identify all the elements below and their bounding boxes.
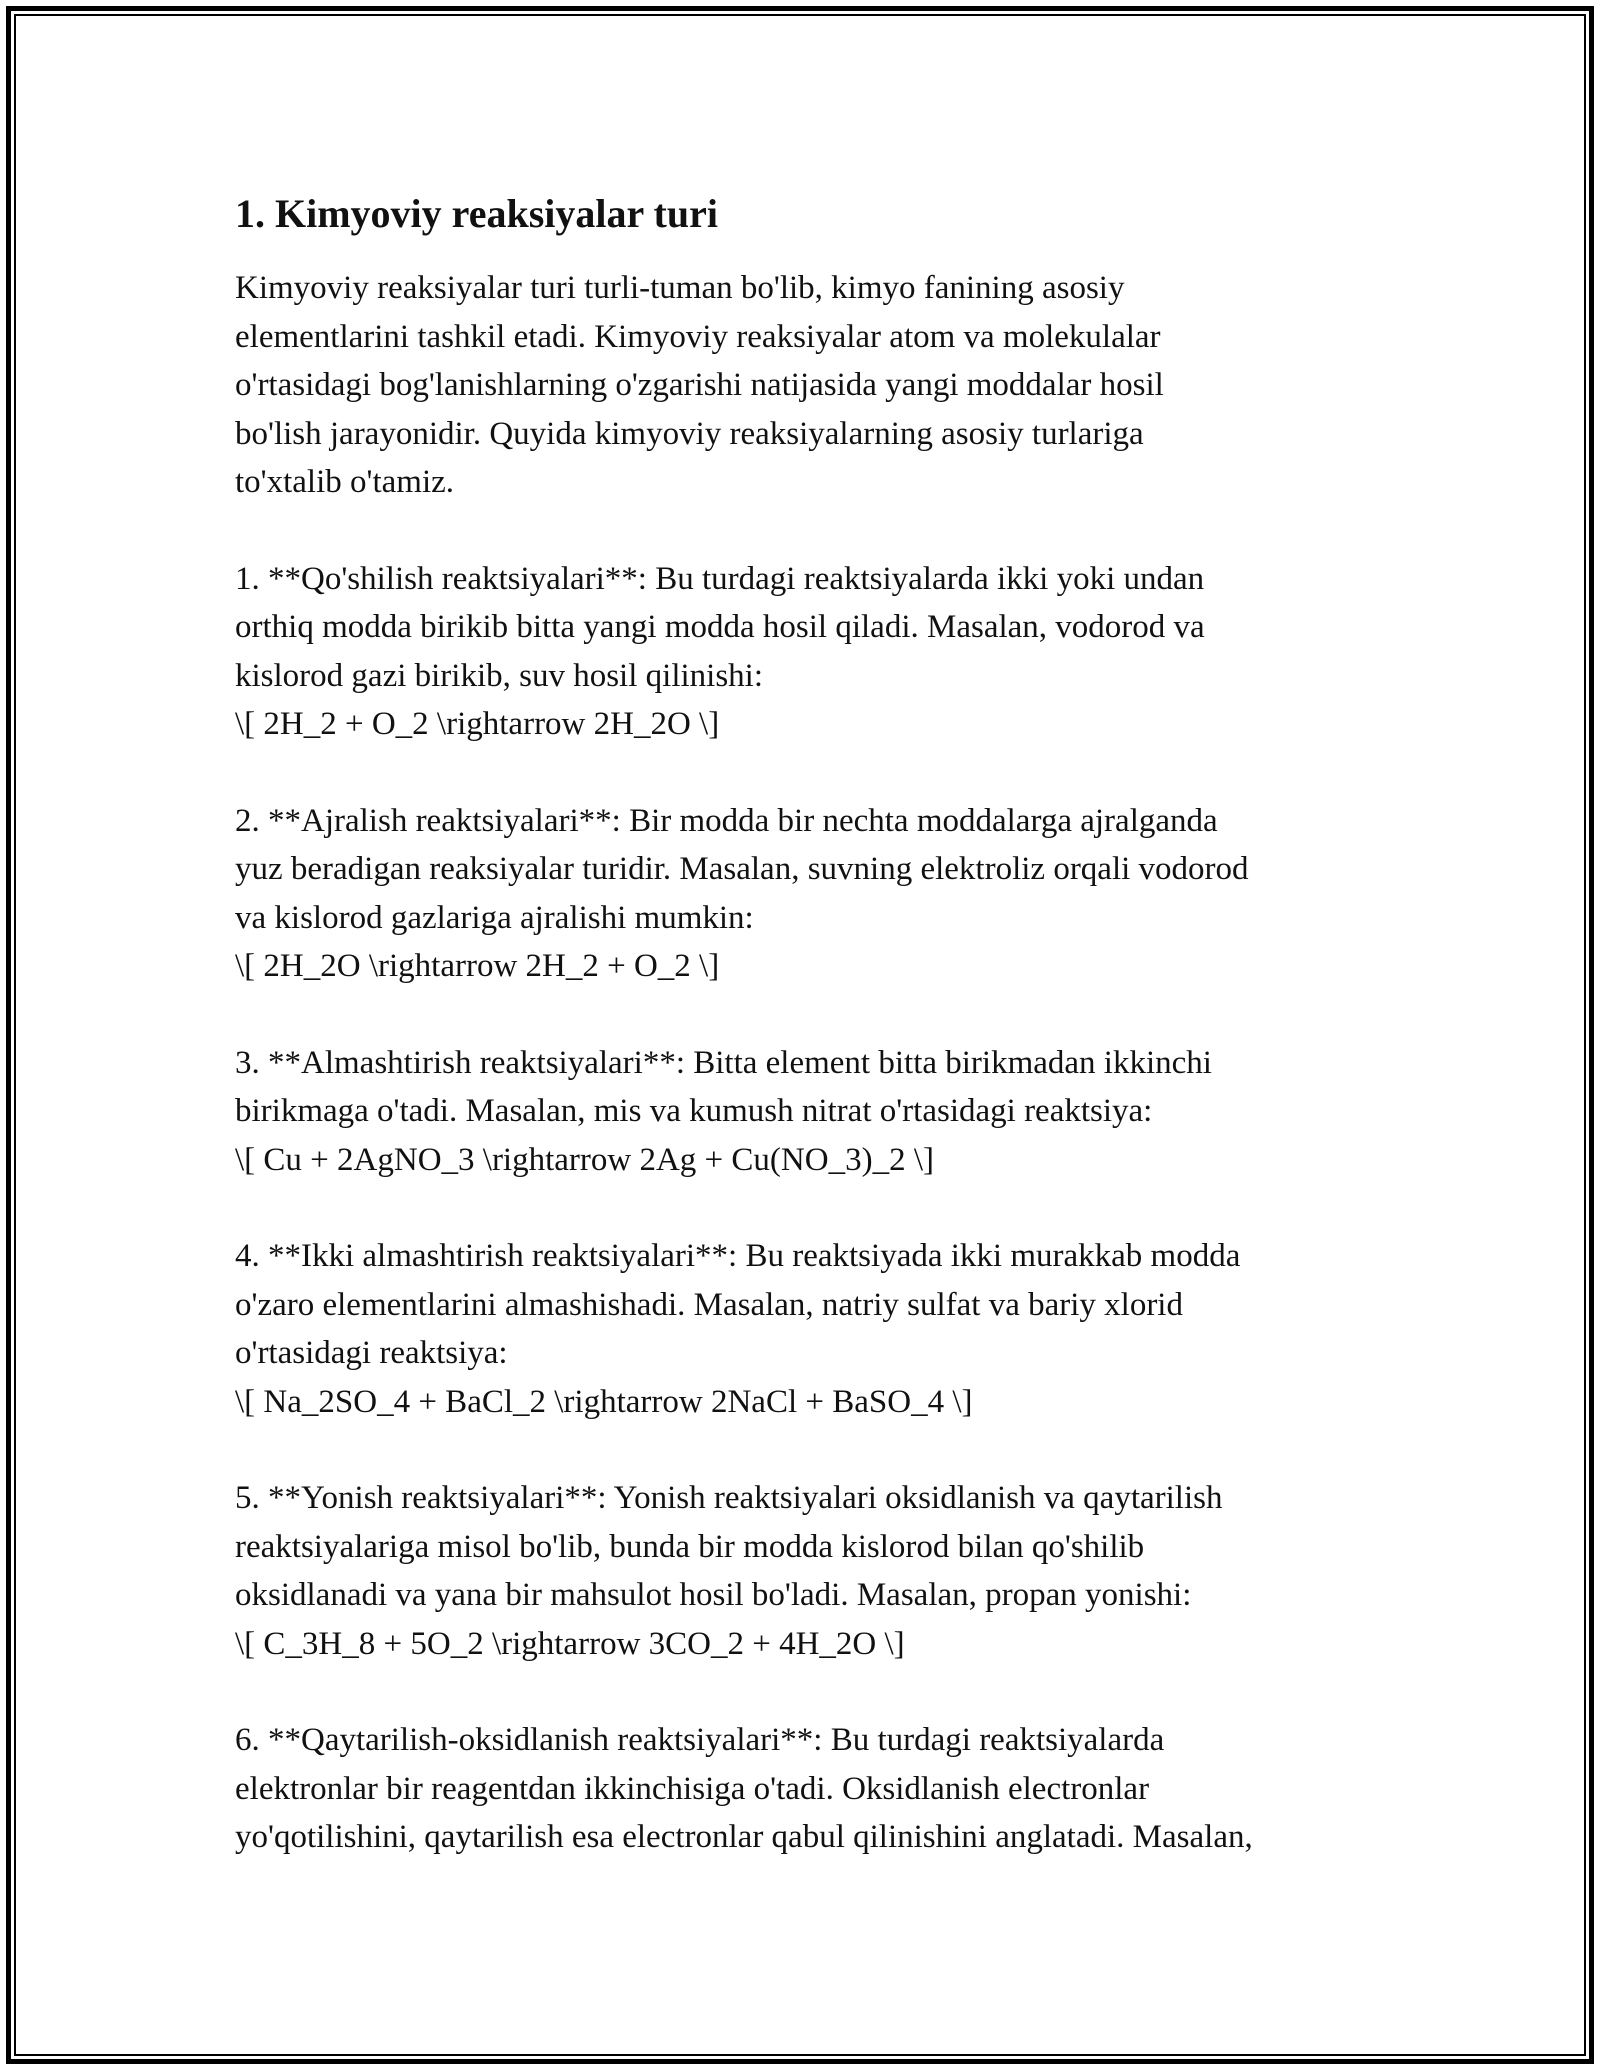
section-number: 1. bbox=[235, 191, 265, 236]
reaction-formula: \[ 2H_2O \rightarrow 2H_2 + O_2 \] bbox=[235, 948, 720, 984]
reaction-item-text: 6. **Qaytarilish-oksidlanish reaktsiyalari**: Bu turdagi reaktsiyalarda elektronlar bir reagentdan ikkinchisiga o'tadi. Oksidlanish electronlar yo'qotilishini, qaytarilish esa electronlar qabul qilinishini anglatadi. Masalan, bbox=[235, 1722, 1253, 1855]
intro-paragraph: Kimyoviy reaksiyalar turi turli-tuman bo'lib, kimyo fanining asosiy elementlarini tashkil etadi. Kimyoviy reaksiyalar atom va molekulalar o'rtasidagi bog'lanishlarning o'zgarishi natijasida yangi moddalar hosil bo'lish jarayonidir. Quyida kimyoviy reaksiyalarning asosiy turlariga to'xtalib o'tamiz. bbox=[235, 270, 1164, 500]
reaction-formula: \[ 2H_2 + O_2 \rightarrow 2H_2O \] bbox=[235, 706, 720, 742]
reaction-item-1 bbox=[235, 555, 1385, 749]
section-title: Kimyoviy reaksiyalar turi bbox=[275, 191, 718, 236]
document-body bbox=[235, 186, 1385, 1862]
reaction-item-text: 5. **Yonish reaktsiyalari**: Yonish reaktsiyalari oksidlanish va qaytarilish reaktsiyalariga misol bo'lib, bunda bir modda kislorod bilan qo'shilib oksidlanadi va yana bir mahsulot hosil bo'ladi. Masalan, propan yonishi: bbox=[235, 1480, 1223, 1613]
reaction-item-text: 3. **Almashtirish reaktsiyalari**: Bitta element bitta birikmadan ikkinchi birikmaga o'tadi. Masalan, mis va kumush nitrat o'rtasidagi reaktsiya: bbox=[235, 1044, 1212, 1129]
section-heading bbox=[235, 186, 1385, 242]
reaction-item-5 bbox=[235, 1474, 1385, 1668]
reaction-formula: \[ Na_2SO_4 + BaCl_2 \rightarrow 2NaCl + BaSO_4 \] bbox=[235, 1383, 973, 1420]
reaction-item-text: 4. **Ikki almashtirish reaktsiyalari**: Bu reaktsiyada ikki murakkab modda o'zaro elementlarini almashishadi. Masalan, natriy sulfat va bariy xlorid o'rtasidagi reaktsiya: bbox=[235, 1238, 1241, 1371]
reaction-item-4 bbox=[235, 1232, 1385, 1426]
reaction-formula: \[ C_3H_8 + 5O_2 \rightarrow 3CO_2 + 4H_2O \] bbox=[235, 1625, 905, 1662]
reaction-item-text: 2. **Ajralish reaktsiyalari**: Bir modda bir nechta moddalarga ajralganda yuz beradigan reaksiyalar turidir. Masalan, suvning elektroliz orqali vodorod va kislorod gazlariga ajralishi mumkin: bbox=[235, 802, 1249, 936]
reaction-item-3 bbox=[235, 1039, 1385, 1185]
reaction-item-2 bbox=[235, 797, 1385, 991]
reaction-item-text: 1. **Qo'shilish reaktsiyalari**: Bu turdagi reaktsiyalarda ikki yoki undan orthiq modda birikib bitta yangi modda hosil qiladi. Masalan, vodorod va kislorod gazi birikib, suv hosil qilinishi: bbox=[235, 560, 1205, 694]
reaction-item-6 bbox=[235, 1716, 1385, 1862]
reaction-formula: \[ Cu + 2AgNO_3 \rightarrow 2Ag + Cu(NO_3)_2 \] bbox=[235, 1141, 934, 1178]
